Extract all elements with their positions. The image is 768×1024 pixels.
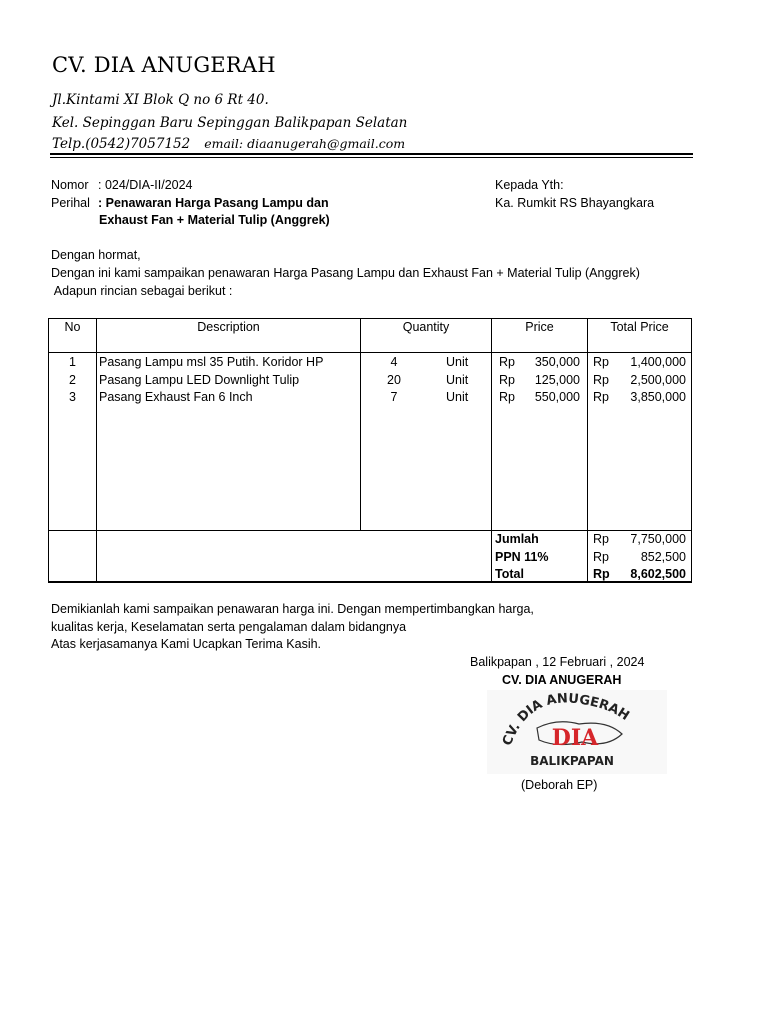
table-row-qty: 20	[387, 373, 401, 387]
letterhead-rule-thin	[50, 157, 693, 158]
stamp-arc-text: CV. DIA ANUGERAH	[499, 691, 632, 748]
table-row-total: 3,850,000	[630, 390, 686, 404]
table-body-rule	[48, 530, 692, 531]
table-col-sep-4	[587, 318, 588, 582]
table-row-total-currency: Rp	[593, 390, 609, 404]
stamp-graphic	[487, 690, 667, 774]
letterhead-rule-thick	[50, 153, 693, 155]
table-row-unit: Unit	[446, 390, 469, 404]
company-name: CV. DIA ANUGERAH	[52, 53, 276, 77]
company-email: email: diaanugerah@gmail.com	[204, 136, 406, 151]
summary-ppn-value: 852,500	[640, 550, 686, 564]
table-border-right	[691, 318, 692, 582]
table-border-bottom	[48, 581, 692, 583]
table-row-total-currency: Rp	[593, 355, 609, 369]
stamp-bottom-text: BALIKPAPAN	[530, 754, 614, 768]
table-row-total: 1,400,000	[630, 355, 686, 369]
place-date: Balikpapan , 12 Februari , 2024	[470, 655, 645, 669]
summary-total-currency: Rp	[593, 567, 610, 581]
table-col-sep-2	[360, 318, 361, 530]
table-row-no: 3	[69, 390, 76, 404]
table-row-price: 350,000	[534, 355, 580, 369]
table-header-rule	[48, 352, 692, 353]
summary-ppn-currency: Rp	[593, 550, 609, 564]
table-row-price-currency: Rp	[499, 373, 515, 387]
table-row-description: Pasang Lampu LED Downlight Tulip	[99, 373, 300, 387]
summary-jumlah-currency: Rp	[593, 532, 609, 546]
closing-line2: kualitas kerja, Keselamatan serta pengalaman dalam bidangnya	[51, 620, 407, 634]
summary-jumlah-value: 7,750,000	[630, 532, 686, 546]
table-row-unit: Unit	[446, 355, 469, 369]
summary-total-value: 8,602,500	[630, 567, 686, 581]
table-row-no: 2	[69, 373, 76, 387]
table-row-total: 2,500,000	[630, 373, 686, 387]
intro-line2: Adapun rincian sebagai berikut :	[51, 284, 233, 298]
summary-jumlah-label: Jumlah	[495, 532, 539, 546]
summary-total-label: Total	[495, 567, 524, 581]
recipient-label: Kepada Yth:	[495, 178, 564, 192]
company-contact	[52, 136, 405, 152]
table-row-qty: 4	[390, 355, 398, 369]
table-row-unit: Unit	[446, 373, 469, 387]
table-col-sep-1	[96, 318, 97, 582]
perihal-label: Perihal	[51, 196, 90, 210]
stamp-center-text: DIA	[551, 725, 599, 751]
closing-line3: Atas kerjasamanya Kami Ucapkan Terima Kasih.	[51, 637, 322, 651]
greeting: Dengan hormat,	[51, 248, 141, 262]
signer-name: (Deborah EP)	[521, 778, 598, 792]
nomor-label: Nomor	[51, 178, 89, 192]
summary-ppn-label: PPN 11%	[495, 550, 549, 564]
company-stamp	[487, 690, 667, 774]
header-total-price: Total Price	[610, 320, 669, 334]
table-row-price: 125,000	[534, 373, 580, 387]
header-description: Description	[197, 320, 260, 334]
signature-company: CV. DIA ANUGERAH	[502, 673, 622, 687]
table-row-description: Pasang Lampu msl 35 Putih. Koridor HP	[99, 355, 324, 369]
company-address-line1: Jl.Kintami XI Blok Q no 6 Rt 40.	[52, 92, 269, 108]
table-border-top	[48, 318, 692, 319]
table-row-total-currency: Rp	[593, 373, 609, 387]
header-price: Price	[525, 320, 554, 334]
intro-line1: Dengan ini kami sampaikan penawaran Harga Pasang Lampu dan Exhaust Fan + Material Tulip (Anggrek)	[51, 266, 640, 280]
table-col-sep-3	[491, 318, 492, 582]
recipient-name: Ka. Rumkit RS Bhayangkara	[495, 196, 655, 210]
perihal-value-line1: : Penawaran Harga Pasang Lampu dan	[98, 196, 329, 210]
table-row-price-currency: Rp	[499, 390, 515, 404]
company-phone: Telp.(0542)7057152	[52, 136, 191, 152]
table-row-price-currency: Rp	[499, 355, 515, 369]
table-row-description: Pasang Exhaust Fan 6 Inch	[99, 390, 253, 404]
closing-line1: Demikianlah kami sampaikan penawaran harga ini. Dengan mempertimbangkan harga,	[51, 602, 534, 616]
perihal-value-line2: Exhaust Fan + Material Tulip (Anggrek)	[99, 213, 330, 227]
table-row-no: 1	[69, 355, 76, 369]
company-address-line2: Kel. Sepinggan Baru Sepinggan Balikpapan Selatan	[52, 115, 408, 131]
header-quantity: Quantity	[402, 320, 450, 334]
table-row-price: 550,000	[534, 390, 580, 404]
table-row-qty: 7	[390, 390, 398, 404]
nomor-value: : 024/DIA-II/2024	[98, 178, 193, 192]
header-no: No	[64, 320, 81, 334]
